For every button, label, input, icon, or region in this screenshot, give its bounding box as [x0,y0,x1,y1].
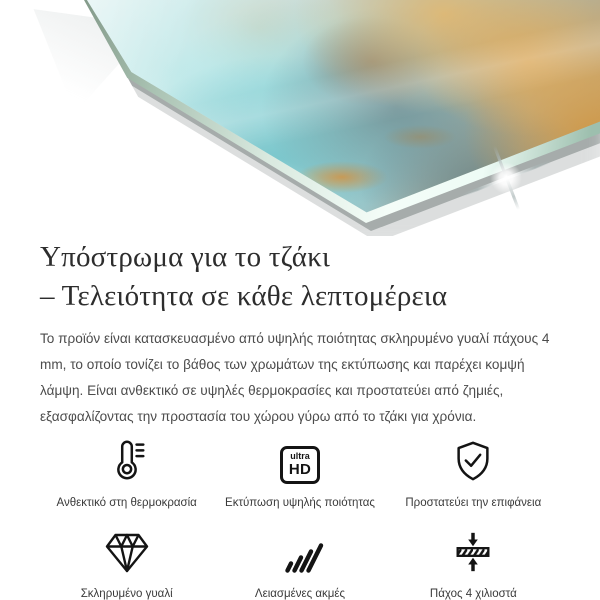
product-info-section [0,236,600,600]
feature-surface-protection [387,434,560,509]
feature-temperature [40,434,213,509]
feature-label: Εκτύπωση υψηλής ποιότητας [225,496,375,509]
feature-tempered-glass [40,525,213,600]
polished-edges-icon [276,525,324,575]
feature-label: Προστατεύει την επιφάνεια [405,496,542,509]
ultra-hd-icon: ultra HD [280,434,320,484]
feature-polished-edges [213,525,386,600]
page-title-line1: Υπόστρωμα για το τζάκι [40,241,331,273]
feature-print-quality [213,434,386,509]
thickness-icon [449,525,497,575]
feature-label: Πάχος 4 χιλιοστά [429,587,517,600]
feature-label: Σκληρυμένο γυαλί [80,587,173,600]
feature-grid [40,434,570,600]
diamond-icon [103,525,151,575]
shield-check-icon [450,434,496,484]
feature-label: Ανθεκτικό στη θερμοκρασία [56,496,197,509]
product-description: Το προϊόν είναι κατασκευασμένο από υψηλής ποιότητας σκληρυμένο γυαλί πάχους 4 mm, το οποίο τονίζει το βάθος των χρωμάτων της εκτύπωσης και παρέχει κομψή λάμψη. Είναι ανθεκτικό σε υψηλές θερμοκρασίες και προστατεύει από ζημιές, εξασφαλίζοντας την προστασία του χώρου γύρω από το τζάκι για χρόνια. [40,330,550,424]
page-title [40,238,570,316]
product-hero-image [0,0,600,236]
page-title-line2: – Τελειότητα σε κάθε λεπτομέρεια [40,279,448,312]
thermometer-icon [104,434,150,484]
feature-thickness [387,525,560,600]
feature-label: Λειασμένες ακμές [254,587,346,600]
